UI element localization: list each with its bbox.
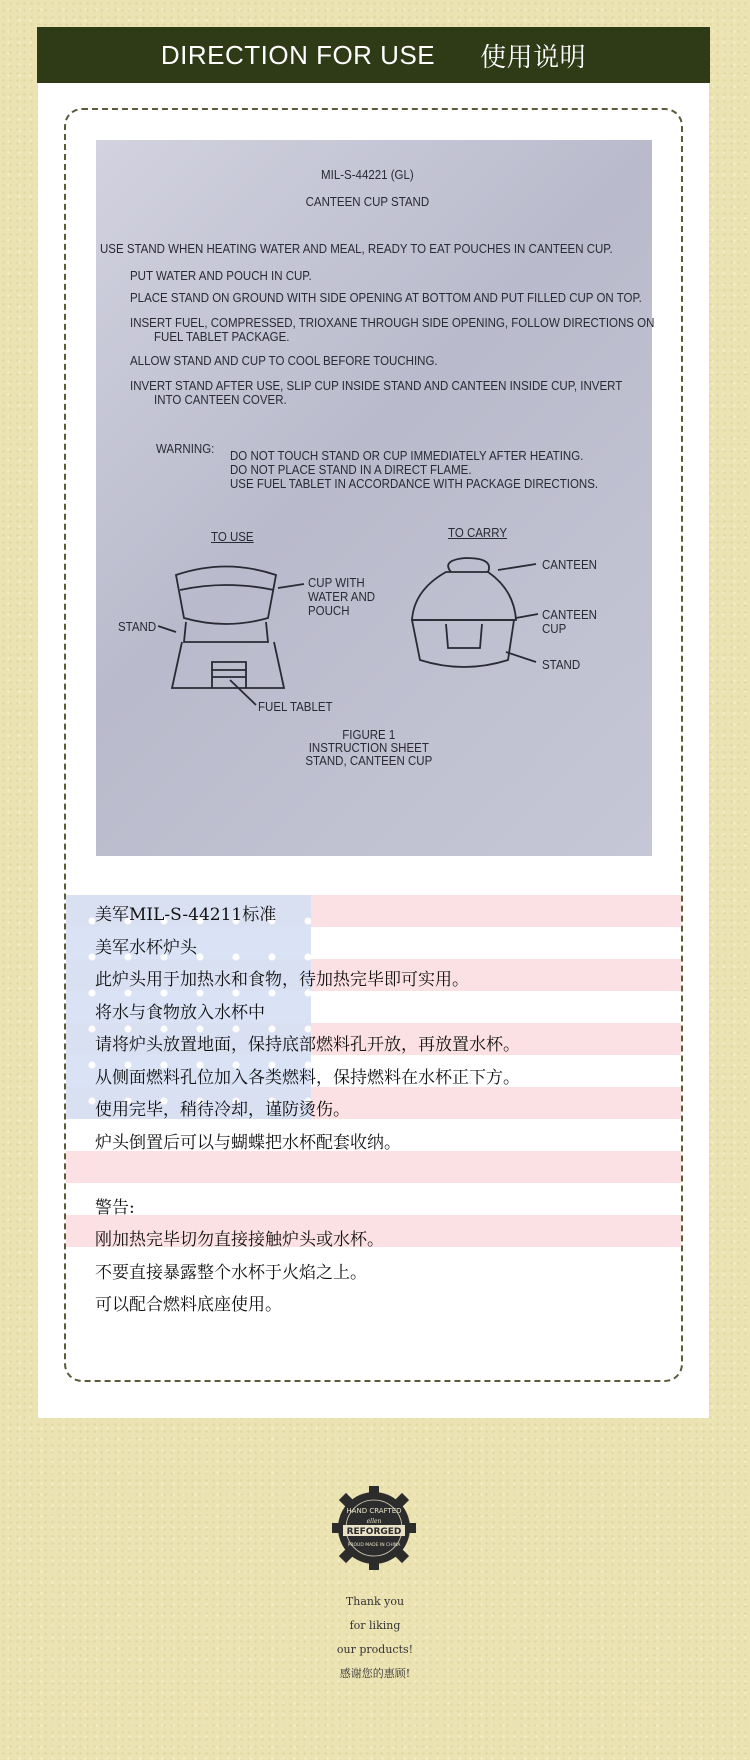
- logo-top-text: HAND CRAFTED: [346, 1507, 402, 1515]
- logo-script-text: ellen: [366, 1518, 382, 1525]
- figure-caption-3: STAND, CANTEEN CUP: [305, 754, 433, 768]
- thank-you-message: [300, 1590, 450, 1686]
- cn-line-1: 美军MIL-S-44211标准: [95, 905, 277, 925]
- sheet-warning-label: WARNING:: [156, 442, 215, 456]
- sheet-line-4: INSERT FUEL, COMPRESSED, TRIOXANE THROUGH SIDE OPENING, FOLLOW DIRECTIONS ON: [130, 316, 655, 330]
- sheet-warning-2: DO NOT PLACE STAND IN A DIRECT FLAME.: [230, 463, 472, 477]
- sheet-line-5: FUEL TABLET PACKAGE.: [154, 330, 290, 344]
- dashed-frame: [64, 108, 683, 1382]
- sheet-line-7: INVERT STAND AFTER USE, SLIP CUP INSIDE STAND AND CANTEEN INSIDE CUP, INVERT: [130, 379, 623, 393]
- instruction-sheet-photo: [96, 140, 655, 856]
- figure-caption-1: FIGURE 1: [342, 728, 396, 742]
- header-title-en: DIRECTION FOR USE: [160, 39, 436, 70]
- sheet-line-1: USE STAND WHEN HEATING WATER AND MEAL, READY TO EAT POUCHES IN CANTEEN CUP.: [100, 242, 613, 256]
- label-canteen-cup-1: CANTEEN: [542, 608, 597, 622]
- sheet-to-use: TO USE: [211, 530, 254, 544]
- label-stand-left: STAND: [118, 620, 157, 634]
- cn-line-6: 从侧面燃料孔位加入各类燃料，保持燃料在水杯正下方。: [95, 1067, 520, 1088]
- cn-warning-1: 刚加热完毕切勿直接接触炉头或水杯。: [95, 1230, 384, 1250]
- label-fuel-tablet: FUEL TABLET: [258, 700, 333, 714]
- thanks-line-1: Thank you: [345, 1595, 405, 1608]
- cn-warning-2: 不要直接暴露整个水杯于火焰之上。: [95, 1262, 367, 1283]
- logo-banner: REFORGED: [346, 1527, 402, 1537]
- thanks-line-4: 感谢您的惠顾!: [339, 1667, 411, 1680]
- sheet-title: CANTEEN CUP STAND: [305, 195, 430, 209]
- sheet-warning-3: USE FUEL TABLET IN ACCORDANCE WITH PACKAGE DIRECTIONS.: [230, 477, 599, 491]
- label-cup-with: CUP WITH: [308, 576, 365, 590]
- cn-line-5: 请将炉头放置地面，保持底部燃料孔开放，再放置水杯。: [95, 1035, 520, 1055]
- reforged-logo: [329, 1483, 419, 1573]
- label-pouch: POUCH: [308, 604, 350, 618]
- cn-warning-label: 警告:: [95, 1197, 135, 1218]
- sheet-line-3: PLACE STAND ON GROUND WITH SIDE OPENING AT BOTTOM AND PUT FILLED CUP ON TOP.: [130, 291, 642, 305]
- sheet-spec: MIL-S-44221 (GL): [321, 168, 414, 182]
- figure-caption-2: INSTRUCTION SHEET: [308, 741, 429, 755]
- thanks-line-2: for liking: [349, 1619, 401, 1632]
- thanks-line-3: our products!: [336, 1643, 414, 1656]
- instruction-card: [38, 83, 709, 1418]
- label-canteen-cup-2: CUP: [542, 622, 567, 636]
- label-stand-right: STAND: [542, 658, 581, 672]
- cn-line-7: 使用完毕，稍待冷却，谨防烫伤。: [95, 1100, 350, 1120]
- chinese-instructions: [95, 899, 665, 1322]
- cn-line-3: 此炉头用于加热水和食物，待加热完毕即可实用。: [95, 970, 469, 990]
- sheet-line-2: PUT WATER AND POUCH IN CUP.: [130, 269, 312, 283]
- cn-line-8: 炉头倒置后可以与蝴蝶把水杯配套收纳。: [95, 1132, 401, 1153]
- sheet-line-8: INTO CANTEEN COVER.: [154, 393, 287, 407]
- sheet-to-carry: TO CARRY: [448, 526, 508, 540]
- label-water-and: WATER AND: [308, 590, 376, 604]
- cn-warning-3: 可以配合燃料底座使用。: [95, 1295, 282, 1315]
- header-title-cn: 使用说明: [480, 41, 587, 72]
- logo-bottom-text: PROUD MADE IN CHINA: [347, 1543, 401, 1548]
- label-canteen: CANTEEN: [542, 558, 597, 572]
- header-bar: [37, 27, 710, 83]
- sheet-warning-1: DO NOT TOUCH STAND OR CUP IMMEDIATELY AFTER HEATING.: [230, 449, 584, 463]
- cn-line-4: 将水与食物放入水杯中: [95, 1002, 265, 1023]
- sheet-line-6: ALLOW STAND AND CUP TO COOL BEFORE TOUCHING.: [130, 354, 438, 368]
- cn-line-2: 美军水杯炉头: [95, 937, 197, 958]
